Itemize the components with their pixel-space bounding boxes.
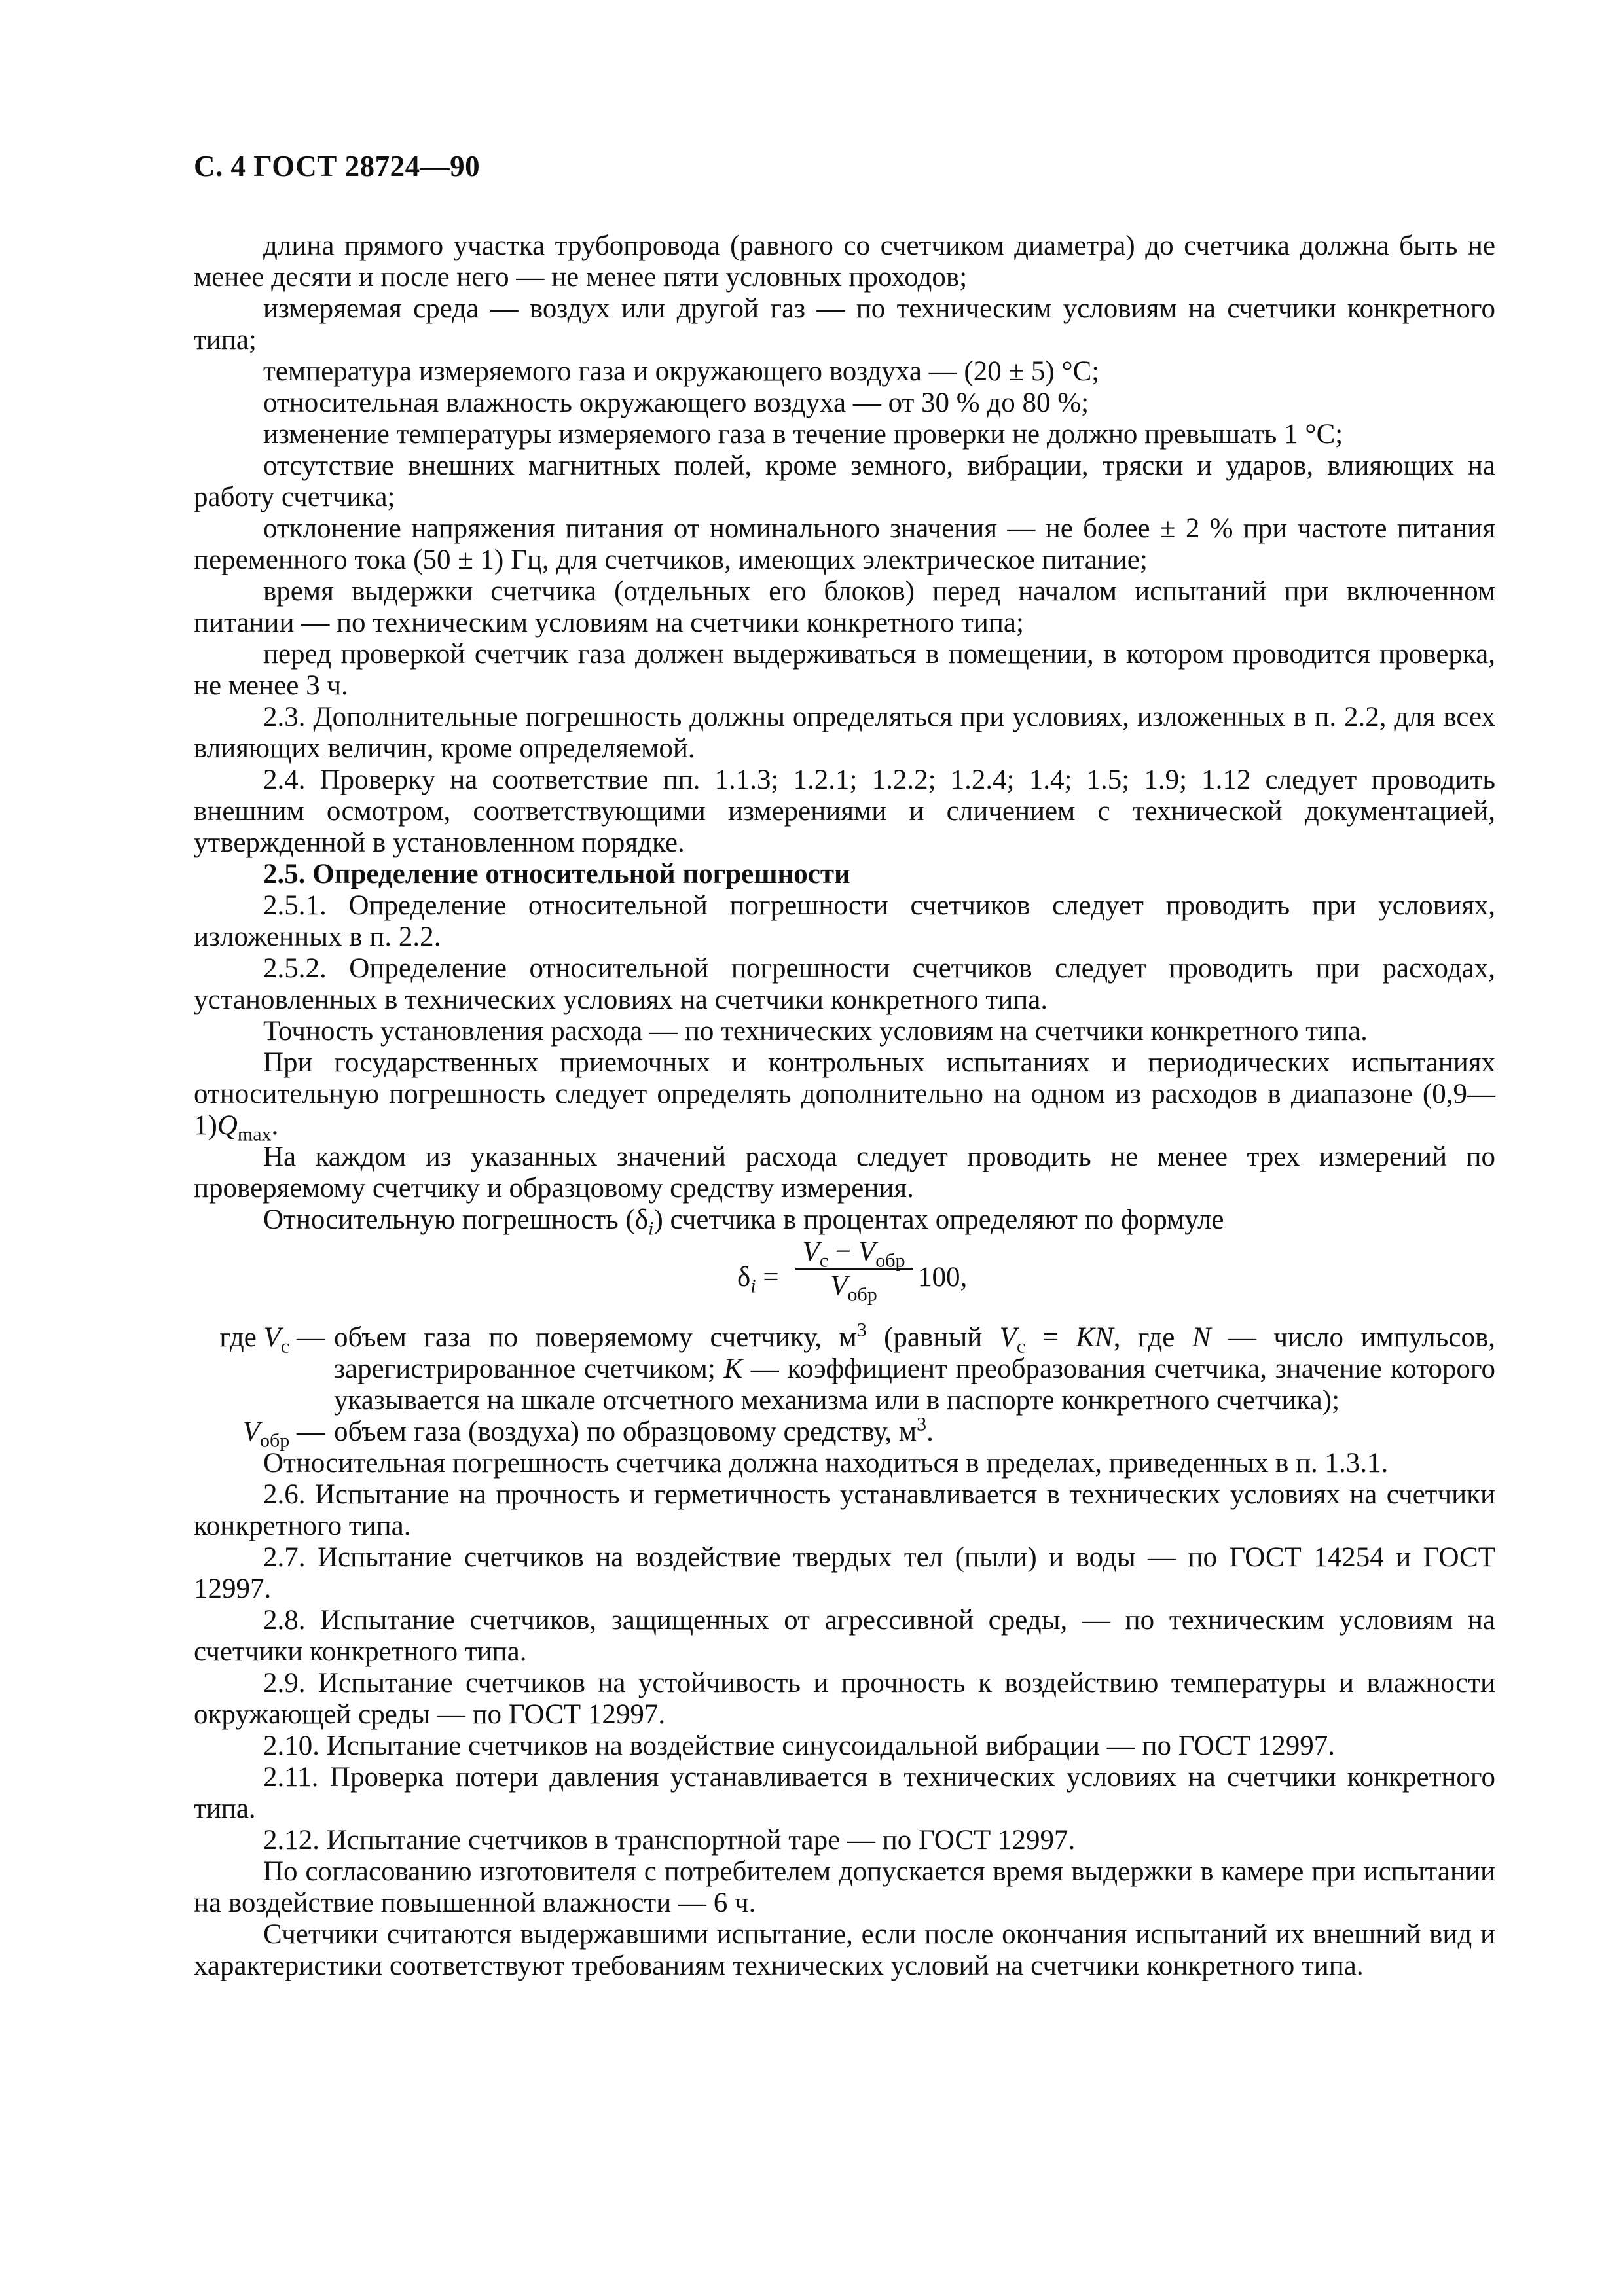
- qmax-symbol: Q: [217, 1110, 238, 1141]
- den-v: V: [830, 1270, 848, 1301]
- term-symbol: V: [263, 1322, 281, 1353]
- document-body: [194, 230, 1495, 1982]
- desc-text: — число импульсов, зарегистрированное счетчиком;: [334, 1322, 1495, 1384]
- term-dash: —: [289, 1322, 325, 1353]
- definition-term: [194, 1416, 334, 1452]
- term-dash: —: [289, 1416, 325, 1447]
- num-vobr: V: [858, 1236, 876, 1267]
- paragraph: 2.8. Испытание счетчиков, защищенных от агрессивной среды, — по техническим условиям на счетчики конкретного типа.: [194, 1605, 1495, 1667]
- paragraph: 2.3. Дополнительные погрешность должны определяться при условиях, изложенных в п. 2.2, для всех влияющих величин, кроме определяемой.: [194, 702, 1495, 764]
- delta-symbol: δ: [737, 1262, 751, 1293]
- paragraph: Относительная погрешность счетчика должна находиться в пределах, приведенных в п. 1.3.1.: [263, 1448, 1389, 1479]
- intro-after: ) счетчика в процентах определяют по формуле: [653, 1204, 1224, 1235]
- desc-text: — коэффициент преобразования счетчика, значение которого указывается на шкале отсчетного механизма или в паспорте конкретного счетчика);: [334, 1354, 1495, 1416]
- formula-lhs: [737, 1262, 779, 1297]
- den-v-sub: обр: [847, 1283, 877, 1306]
- paragraph: время выдержки счетчика (отдельных его блоков) перед началом испытаний при включенном питании — по техническим условиям на счетчики конкретного типа;: [194, 576, 1495, 638]
- definition-description: [334, 1319, 1495, 1416]
- paragraph: 2.7. Испытание счетчиков на воздействие твердых тел (пыли) и воды — по ГОСТ 14254 и ГОСТ 12997.: [194, 1542, 1495, 1604]
- delta-subscript: i: [750, 1275, 756, 1297]
- definition-description: [334, 1413, 1495, 1448]
- desc-text: объем газа по поверяемому счетчику, м: [334, 1322, 857, 1353]
- paragraph: 2.5.2. Определение относительной погрешности счетчиков следует проводить при расходах, установленных в технических условиях на счетчики конкретного типа.: [194, 953, 1495, 1015]
- paragraph: 2.10. Испытание счетчиков на воздействие синусоидальной вибрации — по ГОСТ 12997.: [263, 1731, 1336, 1761]
- paragraph: измеряемая среда — воздух или другой газ — по техническим условиям на счетчики конкретного типа;: [194, 293, 1495, 355]
- paragraph: относительная влажность окружающего воздуха — от 30 % до 80 %;: [263, 387, 1089, 418]
- document-page: [194, 0, 1495, 2296]
- desc-symbol: KN: [1076, 1322, 1114, 1353]
- paragraph: 2.9. Испытание счетчиков на устойчивость и прочность к воздействию температуры и влажности окружающей среды — по ГОСТ 12997.: [194, 1668, 1495, 1730]
- desc-text: объем газа (воздуха) по образцовому средству, м: [334, 1416, 917, 1447]
- paragraph: перед проверкой счетчик газа должен выдерживаться в помещении, в котором проводится проверка, не менее 3 ч.: [194, 639, 1495, 701]
- qmax-end: .: [271, 1110, 279, 1141]
- paragraph: 2.4. Проверку на соответствие пп. 1.1.3; 1.2.1; 1.2.2; 1.2.4; 1.4; 1.5; 1.9; 1.12 следует проводить внешним осмотром, соответствующими измерениями и сличением с технической документацией, утвержденной в установленном порядке.: [194, 764, 1495, 858]
- paragraph: По согласованию изготовителя с потребителем допускается время выдержки в камере при испытании на воздействие повышенной влажности — 6 ч.: [194, 1856, 1495, 1918]
- desc-symbol: N: [1192, 1322, 1211, 1353]
- definition-vobr: [194, 1413, 1495, 1452]
- fraction-numerator: [795, 1236, 913, 1270]
- paragraph: Точность установления расхода — по технических условиям на счетчики конкретного типа.: [263, 1016, 1368, 1047]
- num-v: V: [802, 1236, 820, 1267]
- page-header: С. 4 ГОСТ 28724—90: [194, 150, 481, 183]
- intro-before: Относительную погрешность (δ: [263, 1204, 649, 1235]
- formula-rhs: 100,: [918, 1262, 968, 1293]
- term-subscript: обр: [259, 1429, 290, 1452]
- desc-superscript: 3: [917, 1413, 927, 1435]
- term-symbol: V: [242, 1416, 260, 1447]
- intro-subscript: i: [648, 1217, 654, 1240]
- paragraph: отклонение напряжения питания от номинального значения — не более ± 2 % при частоте питания переменного тока (50 ± 1) Гц, для счетчиков, имеющих электрическое питание;: [194, 513, 1495, 575]
- desc-symbol: K: [723, 1354, 743, 1384]
- desc-symbol: V: [999, 1322, 1017, 1353]
- definition-term: [194, 1322, 334, 1416]
- where-word: где: [219, 1322, 264, 1353]
- qmax-text: При государственных приемочных и контрольных испытаниях и периодических испытаниях относительную погрешность следует определять дополнительно на одном из расходов в диапазоне (0,9—1): [194, 1047, 1495, 1141]
- num-v-sub: с: [819, 1249, 829, 1272]
- desc-text: , где: [1113, 1322, 1192, 1353]
- minus-sign: −: [828, 1236, 858, 1267]
- desc-text: (равный: [866, 1322, 1000, 1353]
- paragraph-qmax: [194, 1047, 1495, 1145]
- paragraph: температура измеряемого газа и окружающего воздуха — (20 ± 5) °С;: [263, 356, 1100, 387]
- desc-superscript: 3: [856, 1319, 867, 1341]
- qmax-subscript: max: [237, 1123, 272, 1145]
- paragraph: 2.5.1. Определение относительной погрешности счетчиков следует проводить при условиях, изложенных в п. 2.2.: [194, 890, 1495, 952]
- section-heading: 2.5. Определение относительной погрешности: [263, 859, 850, 889]
- paragraph: 2.6. Испытание на прочность и герметичность устанавливается в технических условиях на счетчики конкретного типа.: [194, 1479, 1495, 1541]
- paragraph: отсутствие внешних магнитных полей, кроме земного, вибрации, тряски и ударов, влияющих на работу счетчика;: [194, 450, 1495, 512]
- term-subscript: с: [280, 1335, 290, 1357]
- formula-fraction: [795, 1236, 913, 1306]
- paragraph: Счетчики считаются выдержавшими испытание, если после окончания испытаний их внешний вид и характеристики соответствуют требованиям технических условий на счетчики конкретного типа.: [194, 1919, 1495, 1981]
- paragraph: 2.11. Проверка потери давления устанавливается в технических условиях на счетчики конкретного типа.: [194, 1762, 1495, 1824]
- paragraph: длина прямого участка трубопровода (равного со счетчиком диаметра) до счетчика должна быть не менее десяти и после него — не менее пяти условных проходов;: [194, 230, 1495, 293]
- definition-vc: [194, 1319, 1495, 1416]
- desc-text: .: [926, 1416, 934, 1447]
- desc-text: =: [1025, 1322, 1076, 1353]
- paragraph: изменение температуры измеряемого газа в течение проверки не должно превышать 1 °С;: [263, 419, 1343, 450]
- definition-list: [194, 1319, 1495, 1452]
- paragraph: 2.12. Испытание счетчиков в транспортной таре — по ГОСТ 12997.: [263, 1825, 1076, 1856]
- paragraph: На каждом из указанных значений расхода следует проводить не менее трех измерений по проверяемому счетчику и образцовому средству измерения.: [194, 1141, 1495, 1204]
- formula: [194, 1236, 1495, 1322]
- fraction-denominator: [795, 1270, 913, 1306]
- desc-subscript: с: [1016, 1335, 1026, 1357]
- num-vobr-sub: обр: [875, 1249, 905, 1272]
- paragraph-formula-intro: [194, 1204, 1495, 1240]
- equals-sign: =: [756, 1262, 779, 1293]
